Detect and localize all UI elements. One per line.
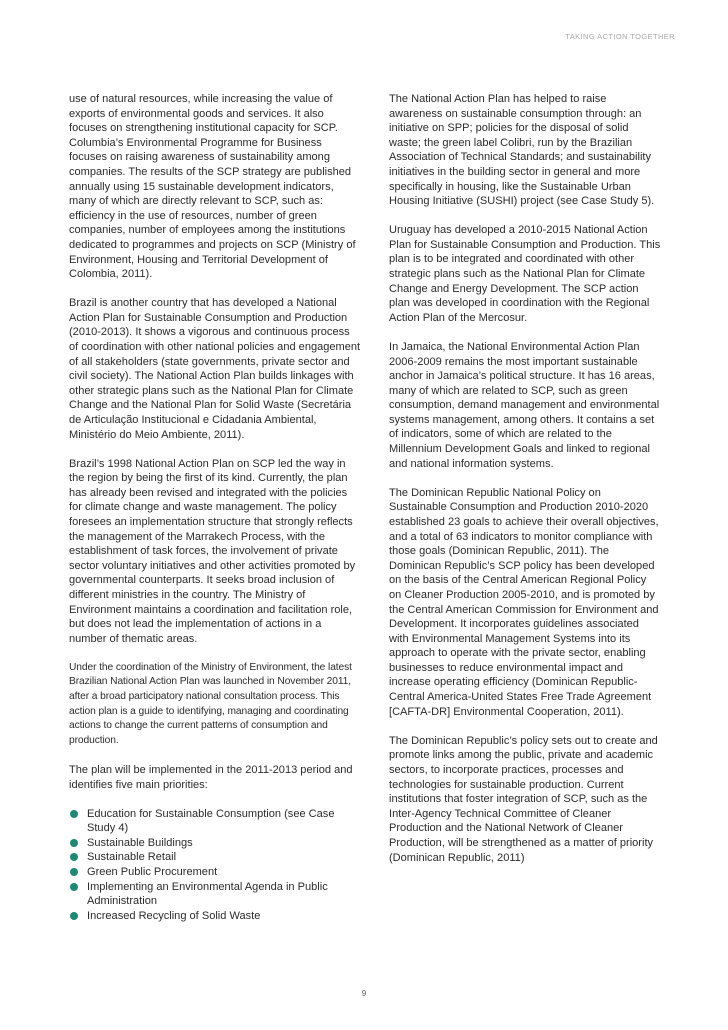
list-item — [69, 807, 361, 836]
list-item-text: Increased Recycling of Solid Waste — [87, 909, 261, 922]
page-number: 9 — [361, 989, 367, 998]
list-item — [69, 865, 361, 880]
body-paragraph: The National Action Plan has helped to raise awareness on sustainable consumption through: an initiative on SPP; policies for the disposal of solid waste; the green label Colibri, run by the Brazilian Association of Technical Standards; and sustainability initiatives in the building sector in general and more specifically in housing, like the Sustainable Urban Housing Initiative (SUSHI) project (see Case Study 5). — [389, 93, 655, 208]
left-column — [69, 92, 361, 923]
list-item — [69, 909, 361, 924]
list-item — [69, 850, 361, 865]
bullet-icon — [70, 912, 78, 920]
body-paragraph: use of natural resources, while increasing the value of exports of environmental goods and services. It also focuses on strengthening institutional capacity for SCP. Columbia’s Environmental Programme for Business focuses on raising awareness of sustainability among companies. The results of the SCP strategy are published annually using 15 sustainable development indicators, many of which are directly relevant to SCP, such as: efficiency in the use of resources, number of green companies, number of employees among the institutions dedicated to programmes and projects on SCP (Ministry of Environment, Housing and Territorial Development of Colombia, 2011). — [69, 93, 356, 281]
list-item — [69, 880, 361, 909]
body-paragraph: The Dominican Republic’s policy sets out to create and promote links among the public, private and academic sectors, to incorporate practices, processes and technologies for sustainable production. Current institutions that foster integration of SCP, such as the Inter-Agency Technical Committee of Cleaner Production and the National Network of Cleaner Production, will be strengthened as a matter of priority (Dominican Republic, 2011) — [389, 734, 658, 864]
body-paragraph: Brazil is another country that has developed a National Action Plan for Sustainable Consumption and Production (2010-2013). It shows a vigorous and continuous process of coordination with other national policies and engagement of all stakeholders (state governments, private sector and civil society). The National Action Plan builds linkages with other strategic plans such as the National Plan for Climate Change and the National Plan for Solid Waste (Secretária de Articulação Institucional e Cidadania Ambiental, Ministério do Meio Ambiente, 2011). — [69, 297, 361, 441]
bullet-icon — [70, 868, 78, 876]
list-item — [69, 836, 361, 851]
bullet-icon — [70, 839, 78, 847]
body-paragraph: Uruguay has developed a 2010-2015 National Action Plan for Sustainable Consumption and Production. This plan is to be integrated and coordinated with other strategic plans such as the National Plan for Climate Change and Energy Development. The SCP action plan was developed in coordination with the Regional Action Plan of the Mercosur. — [389, 224, 661, 324]
list-item-text: Implementing an Environmental Agenda in Public Administration — [87, 880, 328, 908]
running-header: TAKING ACTION TOGETHER — [565, 32, 675, 41]
body-paragraph: In Jamaica, the National Environmental Action Plan 2006-2009 remains the most important sustainable anchor in Jamaica’s political structure. It has 16 areas, many of which are related to SCP, such as green consumption, demand management and environmental systems management, among others. It contains a set of indicators, some of which are related to the Millennium Development Goals and linked to regional and national information systems. — [389, 340, 660, 470]
body-paragraph: The plan will be implemented in the 2011-2013 period and identifies five main priorities: — [69, 763, 353, 791]
list-item-text: Education for Sustainable Consumption (see Case Study 4) — [87, 807, 335, 835]
bullet-icon — [70, 810, 78, 818]
bullet-icon — [70, 853, 78, 861]
body-paragraph: The Dominican Republic National Policy on Sustainable Consumption and Production 2010-2020 established 23 goals to achieve their overall objectives, and a total of 63 indicators to monitor compliance with those goals (Dominican Republic, 2011). The Dominican Republic’s SCP policy has been developed on the basis of the Central American Regional Policy on Cleaner Production 2005-2010, and is promoted by the Central American Commission for Environment and Development. It incorporates guidelines associated with Environmental Management Systems into its approach to operate with the private sector, enabling businesses to reduce environmental impact and increase operating efficiency (Dominican Republic-Central America-United States Free Trade Agreement [CAFTA-DR] Environmental Cooperation, 2011). — [389, 486, 659, 718]
priorities-list — [69, 807, 361, 924]
list-item-text: Sustainable Retail — [87, 851, 177, 864]
list-item-text: Green Public Procurement — [87, 866, 218, 878]
bullet-icon — [70, 883, 78, 891]
list-item-text: Sustainable Buildings — [87, 836, 193, 849]
body-paragraph: Brazil’s 1998 National Action Plan on SCP led the way in the region by being the first of its kind. Currently, the plan has already been revised and integrated with the policies for climate change and waste management. The policy foresees an implementation structure that strongly reflects the management of the Marrakech Process, with the establishment of task forces, the involvement of private sector voluntary initiatives and other activities promoted by governmental counterparts. It seeks broad inclusion of different ministries in the country. The Ministry of Environment maintains a coordination and facilitation role, but does not lead the implementation of actions in a number of thematic areas. — [69, 457, 356, 645]
body-paragraph: Under the coordination of the Ministry of Environment, the latest Brazilian National Action Plan was launched in November 2011, after a broad participatory national consultation process. This action plan is a guide to identifying, managing and coordinating actions to change the current patterns of consumption and production. — [69, 661, 352, 746]
right-column — [389, 92, 661, 880]
